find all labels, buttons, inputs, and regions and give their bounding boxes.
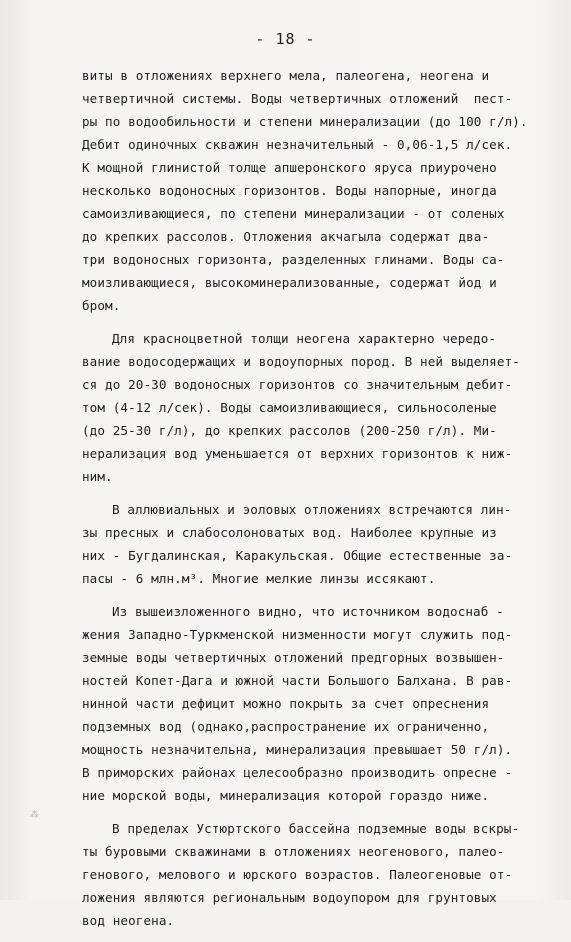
text-line: ры по водообильности и степени минерализации (до 100 г/л). [82, 114, 528, 129]
text-line: подземных вод (однако,распространение их ограниченно, [82, 719, 490, 734]
paragraph [82, 64, 552, 317]
text-line: ся до 20-30 водоносных горизонтов со значительным дебит- [82, 377, 513, 392]
text-line: ностей Копет-Дага и южной части Большого Балхана. В рав- [82, 673, 513, 688]
text-line: пасы - 6 млн.м³. Многие мелкие линзы иссякают. [82, 571, 436, 586]
text-line: ним. [82, 469, 113, 484]
text-line: жения Западно-Туркменской низменности могут служить под- [82, 627, 513, 642]
text-line: ние морской воды, минерализация которой гораздо ниже. [82, 788, 490, 803]
body-text [82, 64, 552, 942]
text-line: Дебит одиночных скважин незначительный - 0,06-1,5 л/сек. [82, 137, 513, 152]
text-line: ложения являются региональным водоупором для грунтовых [82, 890, 497, 905]
page-number: - 18 - [255, 30, 316, 48]
paragraph [82, 600, 552, 807]
text-line: земные воды четвертичных отложений предгорных возвышен- [82, 650, 505, 665]
text-line: моизливающиеся, высокоминерализованные, содержат йод и [82, 275, 497, 290]
text-line: Из вышеизложенного видно, что источником водоснаб - [112, 604, 504, 619]
text-line: несколько водоносных горизонтов. Воды напорные, иногда [82, 183, 497, 198]
margin-mark: ⁂ [30, 810, 39, 820]
text-line: самоизливающиеся, по степени минерализации - от соленых [82, 206, 505, 221]
text-line: них - Бугдалинская, Каракульская. Общие естественные за- [82, 548, 513, 563]
text-line: мощность незначительна, минерализация превышает 50 г/л). [82, 742, 513, 757]
text-line: нерализация вод уменьшается от верхних горизонтов к ниж- [82, 446, 513, 461]
text-line: генового, мелового и юрского возрастов. Палеогеновые от- [82, 867, 513, 882]
text-line: три водоносных горизонта, разделенных глинами. Воды са- [82, 252, 505, 267]
text-line: до крепких рассолов. Отложения акчагыла содержат два- [82, 229, 490, 244]
text-line: вод неогена. [82, 913, 175, 928]
text-line: В аллювиальных и эоловых отложениях встречаются лин- [112, 502, 512, 517]
paragraph [82, 327, 552, 488]
paragraph [82, 498, 552, 590]
text-line: В приморских районах целесообразно производить опресне - [82, 765, 513, 780]
text-line: нинной части дефицит можно покрыть за счет опреснения [82, 696, 490, 711]
text-line: том (4-12 л/сек). Воды самоизливающиеся, сильносоленые [82, 400, 497, 415]
text-line: четвертичной системы. Воды четвертичных отложений пест- [82, 91, 513, 106]
paragraph [82, 817, 552, 932]
text-line: К мощной глинистой толще апшеронского яруса приурочено [82, 160, 497, 175]
text-line: (до 25-30 г/л), до крепких рассолов (200-250 г/л). Ми- [82, 423, 497, 438]
text-line: В пределах Устюртского бассейна подземные воды вскры- [112, 821, 520, 836]
text-line: ты буровыми скважинами в отложениях неогенового, палео- [82, 844, 505, 859]
text-line: бром. [82, 298, 121, 313]
text-line: вание водосодержащих и водоупорных пород. В ней выделяет- [82, 354, 520, 369]
text-line: зы пресных и слабосолоноватых вод. Наиболее крупные из [82, 525, 497, 540]
text-line: виты в отложениях верхнего мела, палеогена, неогена и [82, 68, 490, 83]
text-line: Для красноцветной толщи неогена характерно чередо- [112, 331, 497, 346]
